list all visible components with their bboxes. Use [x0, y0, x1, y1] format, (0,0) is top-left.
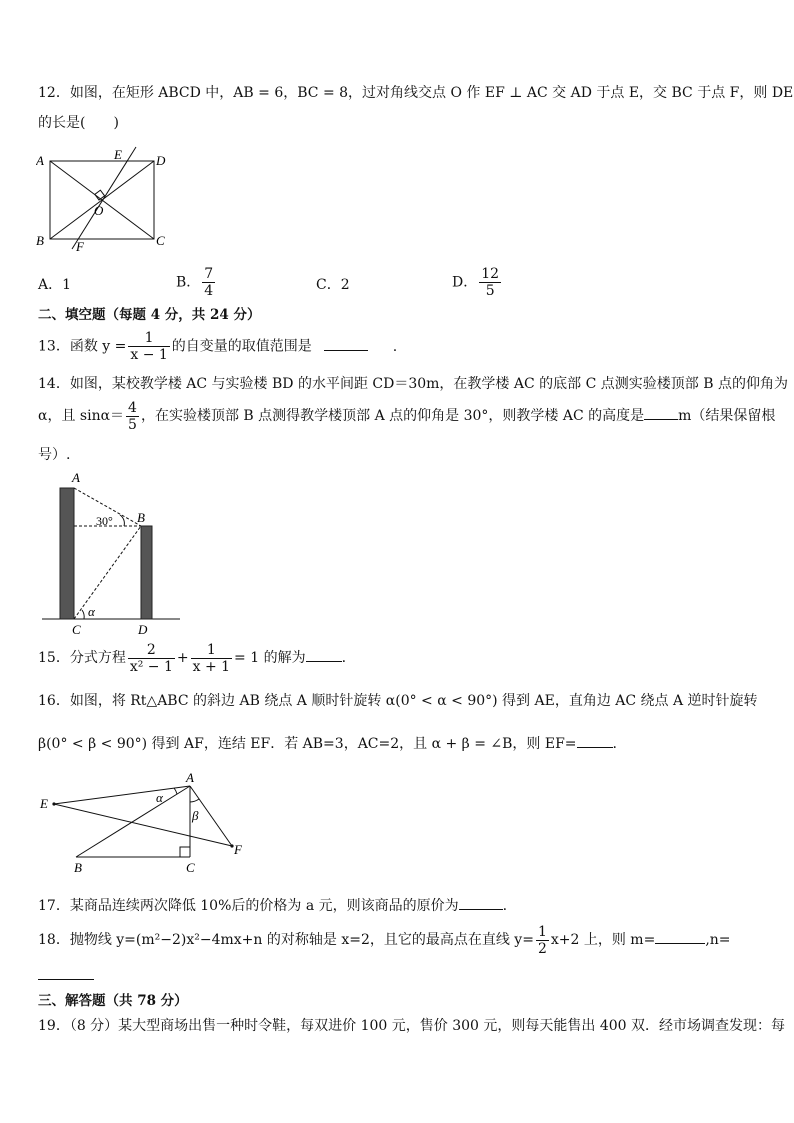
q14-buildings-figure	[38, 470, 188, 638]
q15-fraction-2	[191, 642, 232, 675]
q14-answer-blank[interactable]	[644, 405, 678, 420]
q12-label-c: C	[156, 233, 165, 248]
q14-label-a: A	[72, 470, 80, 485]
section-solutions-heading: 三、解答题（共 78 分）	[38, 993, 188, 1009]
q17-line	[38, 895, 507, 915]
q18-answer-blank-n[interactable]	[38, 965, 94, 980]
frac-num: 1	[537, 923, 547, 940]
q12-line2: 的长是( )	[38, 115, 119, 131]
q13-fraction	[128, 330, 169, 363]
frac-den: 4	[204, 283, 214, 299]
q19-line: 19．（8 分）某大型商场出售一种时令鞋，每双进价 100 元，售价 300 元，则每天能售出 400 双．经市场调查发现：每	[38, 1018, 786, 1034]
q12-option-b-label: B．	[176, 274, 201, 291]
frac-num: 7	[204, 266, 214, 282]
q14-angle-alpha: α	[88, 604, 95, 619]
frac-num: 1	[128, 330, 169, 347]
q14-line3: 号）.	[38, 447, 71, 463]
q16-line2	[38, 733, 617, 753]
q12-option-b-fraction	[202, 266, 215, 299]
q17-text: 17．某商品连续两次降低 10%后的价格为 a 元，则该商品的原价为	[38, 898, 459, 914]
q18-text: x+2 上，则 m=	[550, 932, 656, 948]
q15-tail: .	[341, 650, 347, 666]
q12-label-a: A	[36, 153, 44, 168]
q15-prefix: 15．分式方程	[38, 650, 126, 666]
q14-label-b: B	[137, 510, 145, 525]
q16-label-e: E	[40, 796, 48, 811]
q16-answer-blank[interactable]	[577, 733, 613, 748]
frac-den: x − 1	[130, 347, 168, 363]
q12-option-d	[452, 266, 503, 299]
q14-fraction	[126, 400, 139, 433]
q15-answer-blank[interactable]	[306, 647, 342, 662]
q14-line2-text: ，在实验楼顶部 B 点测得教学楼顶部 A 点的仰角是 30°，则教学楼 AC 的高度是	[140, 408, 645, 424]
q12-option-b	[176, 266, 217, 299]
q12-rectangle-figure	[36, 145, 176, 255]
q16-label-f: F	[234, 842, 242, 857]
q14-line1: 14．如图，某校教学楼 AC 与实验楼 BD 的水平间距 CD＝30m，在教学楼 AC 的底部 C 点测实验楼顶部 B 点的仰角为	[38, 376, 788, 392]
q15-line	[38, 641, 346, 675]
frac-den: x + 1	[192, 658, 231, 675]
q14-line2	[38, 398, 775, 434]
q16-angle-beta: β	[192, 808, 199, 823]
q12-option-d-label: D．	[452, 274, 478, 291]
q14-line2-prefix: α，且 sinα＝	[38, 408, 125, 424]
q15-plus: +	[176, 650, 189, 666]
frac-den: 2	[537, 940, 547, 957]
q12-label-o: O	[94, 203, 104, 218]
q18-mid: ,n=	[705, 932, 731, 948]
q12-line1: 12．如图，在矩形 ABCD 中，AB = 6，BC = 8，过对角线交点 O 作 EF ⊥ AC 交 AD 于点 E，交 BC 于点 F，则 DE	[38, 85, 794, 101]
q13-answer-blank[interactable]	[324, 336, 368, 351]
q12-label-e: E	[114, 147, 122, 162]
q18-answer-blank-m[interactable]	[655, 929, 705, 944]
q12-option-a: A．1	[38, 277, 72, 293]
frac-den: 5	[485, 283, 495, 299]
frac-den: 5	[128, 416, 137, 433]
q16-label-b: B	[74, 860, 82, 875]
q12-label-d: D	[156, 153, 166, 168]
q12-label-b: B	[36, 233, 44, 248]
frac-num: 2	[128, 642, 175, 659]
q12-label-f: F	[76, 239, 84, 254]
q16-line1: 16．如图，将 Rt△ABC 的斜边 AB 绕点 A 顺时针旋转 α(0° < α < 90°) 得到 AE，直角边 AC 绕点 A 逆时针旋转	[38, 693, 758, 709]
q13-prefix: 13．函数 y =	[38, 338, 127, 355]
q14-line2-tail: m（结果保留根	[678, 408, 776, 424]
frac-num: 4	[128, 399, 137, 416]
q13-tail: .	[392, 338, 398, 355]
q16-label-c: C	[186, 860, 195, 875]
q18-prefix: 18．抛物线 y=(m²−2)x²−4mx+n 的对称轴是 x=2，且它的最高点在直线 y=	[38, 932, 534, 948]
q12-option-c: C．2	[316, 277, 350, 293]
q17-answer-blank[interactable]	[459, 895, 503, 910]
frac-den: x² − 1	[129, 658, 173, 675]
q14-label-c: C	[72, 622, 81, 637]
q14-label-d: D	[138, 622, 148, 637]
section-fill-in-heading: 二、填空题（每题 4 分，共 24 分）	[38, 307, 261, 323]
q16-angle-alpha: α	[156, 790, 163, 805]
q16-line2-tail: .	[612, 736, 617, 752]
frac-num: 12	[481, 266, 500, 282]
q17-tail: .	[502, 898, 508, 914]
q15-text: = 1 的解为	[234, 650, 306, 666]
q14-angle-30: 30°	[96, 514, 113, 528]
q16-triangle-figure	[36, 770, 256, 875]
q15-fraction-1	[128, 642, 175, 675]
frac-num: 1	[191, 642, 232, 659]
q18-line	[38, 922, 731, 958]
q16-line2-text: β(0° < β < 90°) 得到 AF，连结 EF．若 AB=3，AC=2，且 α + β = ∠B，则 EF=	[38, 736, 577, 752]
q18-line2	[38, 965, 94, 985]
q13-line	[38, 330, 397, 363]
q13-text: 的自变量的取值范围是	[171, 338, 312, 355]
q18-fraction	[536, 924, 549, 957]
q16-label-a: A	[186, 770, 194, 785]
q12-option-d-fraction	[479, 266, 501, 299]
